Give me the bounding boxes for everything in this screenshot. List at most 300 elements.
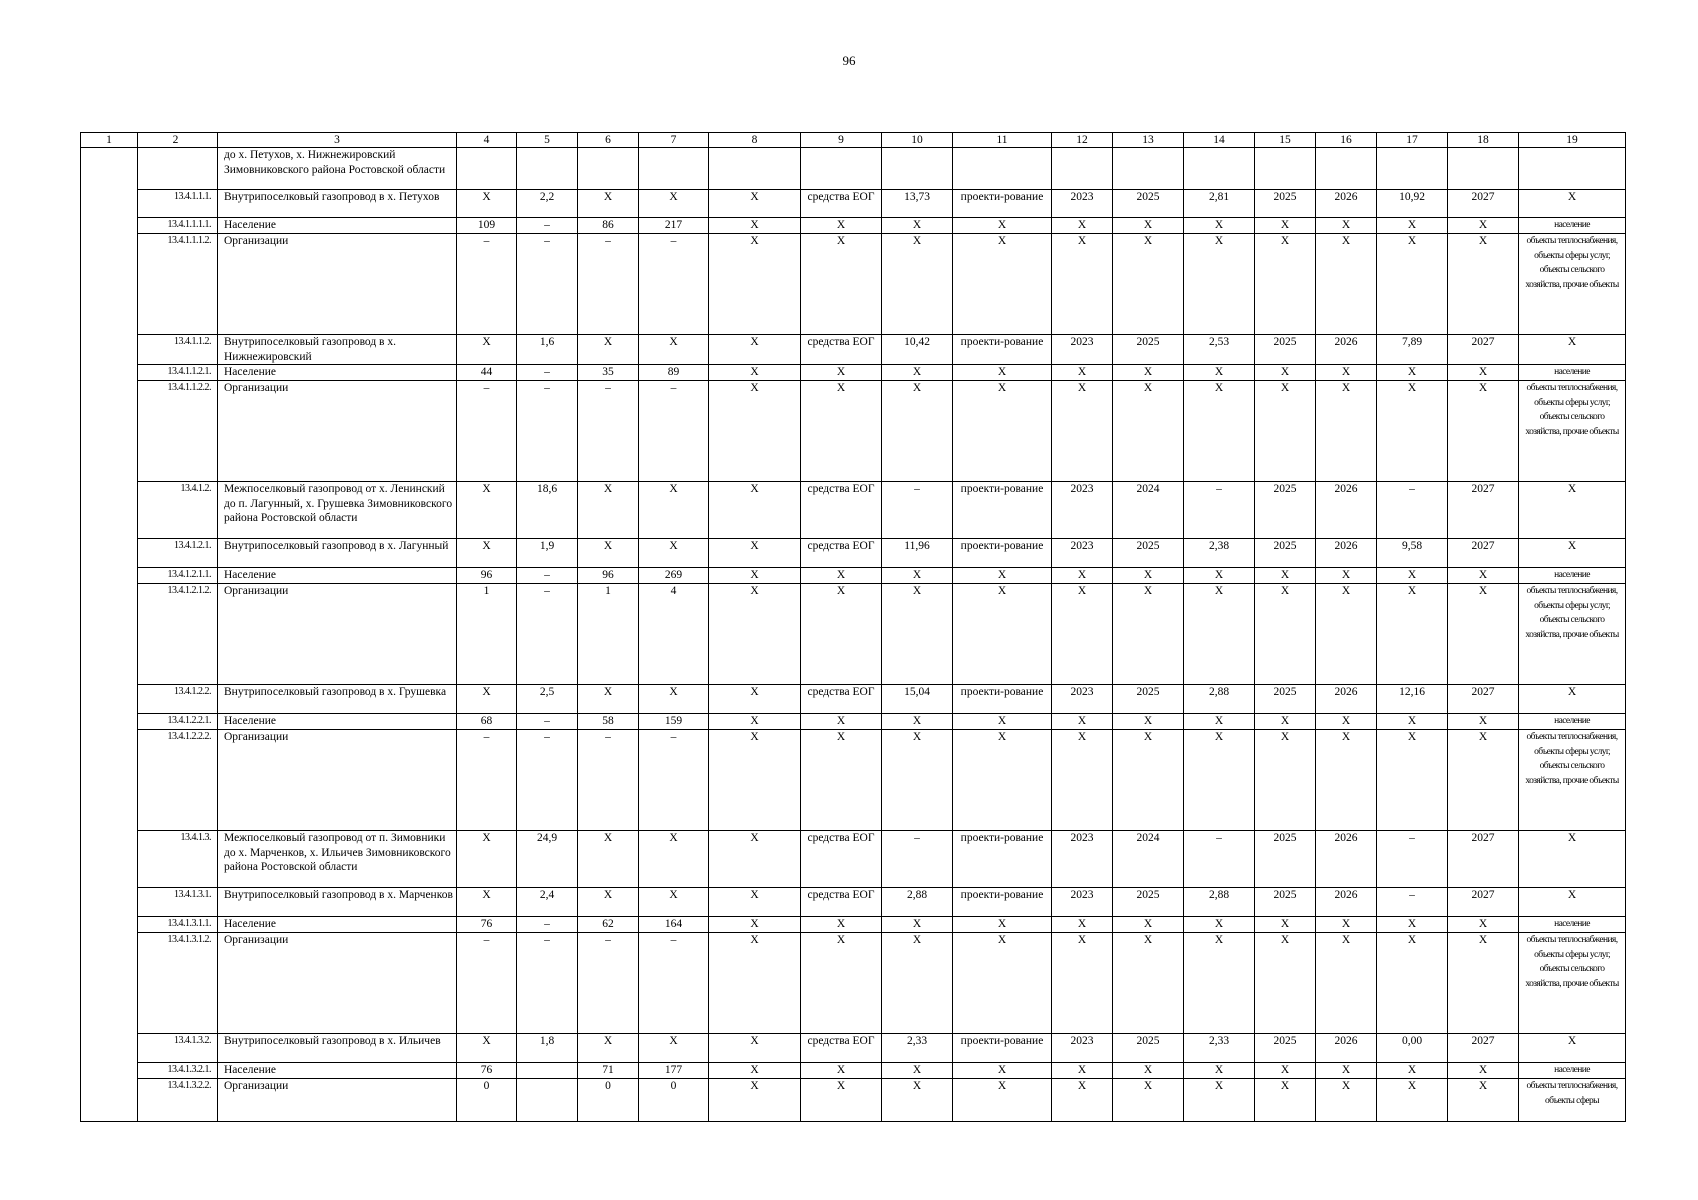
cell-col-10: Х bbox=[882, 365, 953, 381]
cell-col-10: 13,73 bbox=[882, 190, 953, 218]
cell-col-16: Х bbox=[1316, 218, 1377, 234]
cell-col-16: Х bbox=[1316, 933, 1377, 1034]
cell-col-14: – bbox=[1184, 482, 1255, 539]
cell-col-14: Х bbox=[1184, 1063, 1255, 1079]
cell-col-5: 2,5 bbox=[517, 685, 578, 714]
cell-col-6: Х bbox=[578, 190, 639, 218]
row-name: Внутрипоселковый газопровод в х. Петухов bbox=[218, 190, 457, 218]
cell-col-4: Х bbox=[457, 335, 517, 365]
cell-col-4: 1 bbox=[457, 584, 517, 685]
cell-col-11: проекти-рование bbox=[953, 888, 1052, 917]
cell-col-10: 2,33 bbox=[882, 1034, 953, 1063]
table-row bbox=[81, 218, 1626, 234]
cell-col-10: Х bbox=[882, 381, 953, 482]
column-header-8: 8 bbox=[709, 133, 801, 148]
cell-col-8: Х bbox=[709, 335, 801, 365]
cell-col-10: Х bbox=[882, 584, 953, 685]
row-code: 13.4.1.3.1.1. bbox=[138, 917, 218, 933]
cell-col-17: Х bbox=[1377, 714, 1448, 730]
cell-col-6: Х bbox=[578, 831, 639, 888]
cell-col-8: Х bbox=[709, 218, 801, 234]
cell-col-16: Х bbox=[1316, 381, 1377, 482]
cell-col-8: Х bbox=[709, 234, 801, 335]
cell-col-6: 0 bbox=[578, 1079, 639, 1122]
cell-col-16: Х bbox=[1316, 730, 1377, 831]
cell-col-16: Х bbox=[1316, 1063, 1377, 1079]
cell-col-19: Х bbox=[1519, 539, 1626, 568]
cell-col-13 bbox=[1113, 148, 1184, 190]
cell-col-18 bbox=[1448, 148, 1519, 190]
cell-col-9: Х bbox=[801, 1063, 882, 1079]
cell-col-5: – bbox=[517, 933, 578, 1034]
column-header-19: 19 bbox=[1519, 133, 1626, 148]
cell-col-8: Х bbox=[709, 1034, 801, 1063]
cell-col-7: – bbox=[639, 730, 709, 831]
column-header-6: 6 bbox=[578, 133, 639, 148]
cell-col-9: средства ЕОГ bbox=[801, 539, 882, 568]
cell-col-11: Х bbox=[953, 1079, 1052, 1122]
cell-col-6: 96 bbox=[578, 568, 639, 584]
cell-col-15: Х bbox=[1255, 365, 1316, 381]
cell-col-15: Х bbox=[1255, 714, 1316, 730]
row-name: Население bbox=[218, 568, 457, 584]
cell-col-11: проекти-рование bbox=[953, 190, 1052, 218]
cell-col-4: 76 bbox=[457, 917, 517, 933]
cell-col-6: Х bbox=[578, 685, 639, 714]
cell-col-11: Х bbox=[953, 218, 1052, 234]
cell-col-14: Х bbox=[1184, 730, 1255, 831]
cell-col-14: Х bbox=[1184, 714, 1255, 730]
cell-col-18: Х bbox=[1448, 730, 1519, 831]
row-name: Внутрипоселковый газопровод в х. Ильичев bbox=[218, 1034, 457, 1063]
row-name: Население bbox=[218, 917, 457, 933]
cell-col-7: Х bbox=[639, 190, 709, 218]
cell-col-16: Х bbox=[1316, 365, 1377, 381]
cell-col-19: Х bbox=[1519, 335, 1626, 365]
cell-col-11: проекти-рование bbox=[953, 482, 1052, 539]
row-code: 13.4.1.3.2.1. bbox=[138, 1063, 218, 1079]
cell-col-18: Х bbox=[1448, 584, 1519, 685]
cell-col-8: Х bbox=[709, 190, 801, 218]
cell-col-16: Х bbox=[1316, 917, 1377, 933]
column-1-cell bbox=[81, 148, 138, 1122]
cell-col-12 bbox=[1052, 148, 1113, 190]
cell-col-19: население bbox=[1519, 365, 1626, 381]
cell-col-8: Х bbox=[709, 482, 801, 539]
cell-col-9: Х bbox=[801, 917, 882, 933]
cell-col-11: проекти-рование bbox=[953, 335, 1052, 365]
table-row bbox=[81, 1034, 1626, 1063]
cell-col-6: – bbox=[578, 381, 639, 482]
cell-col-9 bbox=[801, 148, 882, 190]
cell-col-13: Х bbox=[1113, 584, 1184, 685]
table-row bbox=[81, 917, 1626, 933]
cell-col-4: – bbox=[457, 933, 517, 1034]
cell-col-17: 10,92 bbox=[1377, 190, 1448, 218]
cell-col-10: Х bbox=[882, 1063, 953, 1079]
cell-col-10: – bbox=[882, 482, 953, 539]
cell-col-9: Х bbox=[801, 381, 882, 482]
row-code: 13.4.1.3. bbox=[138, 831, 218, 888]
cell-col-17: 9,58 bbox=[1377, 539, 1448, 568]
cell-col-8: Х bbox=[709, 831, 801, 888]
cell-col-15: 2025 bbox=[1255, 685, 1316, 714]
cell-col-15: 2025 bbox=[1255, 888, 1316, 917]
cell-col-14: 2,33 bbox=[1184, 1034, 1255, 1063]
cell-col-9: средства ЕОГ bbox=[801, 888, 882, 917]
cell-col-19: объекты теплоснабжения, объекты сферы услуг, объекты сельского хозяйства, прочие объекты bbox=[1519, 234, 1626, 335]
table-row bbox=[81, 568, 1626, 584]
cell-col-10: Х bbox=[882, 730, 953, 831]
cell-col-9: средства ЕОГ bbox=[801, 190, 882, 218]
cell-col-15: Х bbox=[1255, 584, 1316, 685]
cell-col-13: 2025 bbox=[1113, 539, 1184, 568]
column-header-16: 16 bbox=[1316, 133, 1377, 148]
row-code: 13.4.1.2.2.1. bbox=[138, 714, 218, 730]
cell-col-10: – bbox=[882, 831, 953, 888]
cell-col-19 bbox=[1519, 148, 1626, 190]
cell-col-7 bbox=[639, 148, 709, 190]
cell-col-12: 2023 bbox=[1052, 190, 1113, 218]
column-header-7: 7 bbox=[639, 133, 709, 148]
cell-col-8: Х bbox=[709, 917, 801, 933]
cell-col-6: – bbox=[578, 933, 639, 1034]
cell-col-5: 1,9 bbox=[517, 539, 578, 568]
cell-col-6 bbox=[578, 148, 639, 190]
cell-col-14: Х bbox=[1184, 568, 1255, 584]
cell-col-10: Х bbox=[882, 933, 953, 1034]
table-row bbox=[81, 365, 1626, 381]
cell-col-19: Х bbox=[1519, 831, 1626, 888]
cell-col-7: 0 bbox=[639, 1079, 709, 1122]
cell-col-5: – bbox=[517, 365, 578, 381]
cell-col-12: 2023 bbox=[1052, 539, 1113, 568]
cell-col-9: Х bbox=[801, 730, 882, 831]
cell-col-18: Х bbox=[1448, 714, 1519, 730]
cell-col-12: 2023 bbox=[1052, 685, 1113, 714]
cell-col-19: население bbox=[1519, 1063, 1626, 1079]
cell-col-7: Х bbox=[639, 335, 709, 365]
cell-col-17: Х bbox=[1377, 381, 1448, 482]
cell-col-9: Х bbox=[801, 365, 882, 381]
cell-col-7: 164 bbox=[639, 917, 709, 933]
cell-col-9: средства ЕОГ bbox=[801, 685, 882, 714]
cell-col-5: 2,4 bbox=[517, 888, 578, 917]
column-header-17: 17 bbox=[1377, 133, 1448, 148]
cell-col-4: Х bbox=[457, 685, 517, 714]
cell-col-12: Х bbox=[1052, 365, 1113, 381]
cell-col-19: население bbox=[1519, 218, 1626, 234]
cell-col-10: 11,96 bbox=[882, 539, 953, 568]
cell-col-14: Х bbox=[1184, 218, 1255, 234]
cell-col-5: – bbox=[517, 584, 578, 685]
cell-col-17: – bbox=[1377, 888, 1448, 917]
row-code: 13.4.1.1.2.1. bbox=[138, 365, 218, 381]
cell-col-18: Х bbox=[1448, 234, 1519, 335]
cell-col-12: Х bbox=[1052, 933, 1113, 1034]
cell-col-13: 2025 bbox=[1113, 1034, 1184, 1063]
data-table bbox=[80, 132, 1626, 1122]
row-code: 13.4.1.3.1. bbox=[138, 888, 218, 917]
cell-col-5: 1,8 bbox=[517, 1034, 578, 1063]
cell-col-7: 177 bbox=[639, 1063, 709, 1079]
cell-col-11: Х bbox=[953, 381, 1052, 482]
column-header-5: 5 bbox=[517, 133, 578, 148]
cell-col-16: 2026 bbox=[1316, 539, 1377, 568]
cell-col-10: Х bbox=[882, 714, 953, 730]
cell-col-5: – bbox=[517, 568, 578, 584]
cell-col-18: Х bbox=[1448, 917, 1519, 933]
row-name: Межпоселковый газопровод от п. Зимовники до х. Марченков, х. Ильичев Зимовниковского района Ростовской области bbox=[218, 831, 457, 888]
cell-col-8: Х bbox=[709, 888, 801, 917]
cell-col-19: объекты теплоснабжения, объекты сферы услуг, объекты сельского хозяйства, прочие объекты bbox=[1519, 933, 1626, 1034]
row-code: 13.4.1.2.1.2. bbox=[138, 584, 218, 685]
cell-col-9: Х bbox=[801, 218, 882, 234]
row-name: Внутрипоселковый газопровод в х. Нижнежировский bbox=[218, 335, 457, 365]
cell-col-6: Х bbox=[578, 1034, 639, 1063]
cell-col-18: 2027 bbox=[1448, 539, 1519, 568]
cell-col-18: 2027 bbox=[1448, 482, 1519, 539]
cell-col-4: 76 bbox=[457, 1063, 517, 1079]
cell-col-14: Х bbox=[1184, 365, 1255, 381]
cell-col-6: 1 bbox=[578, 584, 639, 685]
row-name: Организации bbox=[218, 584, 457, 685]
cell-col-7: 4 bbox=[639, 584, 709, 685]
cell-col-18: Х bbox=[1448, 218, 1519, 234]
cell-col-4: 109 bbox=[457, 218, 517, 234]
cell-col-16: 2026 bbox=[1316, 190, 1377, 218]
cell-col-11: Х bbox=[953, 1063, 1052, 1079]
cell-col-6: Х bbox=[578, 335, 639, 365]
cell-col-11: Х bbox=[953, 365, 1052, 381]
row-code: 13.4.1.2.2.2. bbox=[138, 730, 218, 831]
table-row bbox=[81, 685, 1626, 714]
cell-col-14: 2,38 bbox=[1184, 539, 1255, 568]
cell-col-12: Х bbox=[1052, 1079, 1113, 1122]
row-name: Организации bbox=[218, 933, 457, 1034]
cell-col-19: Х bbox=[1519, 190, 1626, 218]
cell-col-13: 2025 bbox=[1113, 335, 1184, 365]
cell-col-4: 68 bbox=[457, 714, 517, 730]
cell-col-12: 2023 bbox=[1052, 831, 1113, 888]
table-row bbox=[81, 190, 1626, 218]
cell-col-11: проекти-рование bbox=[953, 685, 1052, 714]
cell-col-18: 2027 bbox=[1448, 335, 1519, 365]
cell-col-9: Х bbox=[801, 1079, 882, 1122]
cell-col-17: Х bbox=[1377, 1079, 1448, 1122]
cell-col-10: 15,04 bbox=[882, 685, 953, 714]
cell-col-13: 2025 bbox=[1113, 888, 1184, 917]
cell-col-5: – bbox=[517, 730, 578, 831]
cell-col-12: Х bbox=[1052, 730, 1113, 831]
cell-col-15: Х bbox=[1255, 1079, 1316, 1122]
cell-col-18: 2027 bbox=[1448, 685, 1519, 714]
cell-col-5 bbox=[517, 1079, 578, 1122]
cell-col-6: – bbox=[578, 234, 639, 335]
cell-col-12: 2023 bbox=[1052, 335, 1113, 365]
column-header-9: 9 bbox=[801, 133, 882, 148]
cell-col-15: Х bbox=[1255, 1063, 1316, 1079]
cell-col-6: 58 bbox=[578, 714, 639, 730]
cell-col-15: 2025 bbox=[1255, 190, 1316, 218]
cell-col-17: – bbox=[1377, 831, 1448, 888]
cell-col-15: 2025 bbox=[1255, 539, 1316, 568]
cell-col-6: Х bbox=[578, 539, 639, 568]
cell-col-16: Х bbox=[1316, 568, 1377, 584]
cell-col-4: Х bbox=[457, 888, 517, 917]
cell-col-14: 2,81 bbox=[1184, 190, 1255, 218]
row-name: Организации bbox=[218, 1079, 457, 1122]
cell-col-6: 71 bbox=[578, 1063, 639, 1079]
cell-col-17: Х bbox=[1377, 234, 1448, 335]
cell-col-15: 2025 bbox=[1255, 1034, 1316, 1063]
cell-col-5: – bbox=[517, 381, 578, 482]
table-row bbox=[81, 335, 1626, 365]
cell-col-14: Х bbox=[1184, 584, 1255, 685]
header-row bbox=[81, 133, 1626, 148]
cell-col-7: – bbox=[639, 381, 709, 482]
cell-col-19: Х bbox=[1519, 1034, 1626, 1063]
cell-col-14: – bbox=[1184, 831, 1255, 888]
cell-col-16: 2026 bbox=[1316, 888, 1377, 917]
cell-col-13: Х bbox=[1113, 1063, 1184, 1079]
cell-col-9: средства ЕОГ bbox=[801, 335, 882, 365]
cell-col-15: Х bbox=[1255, 917, 1316, 933]
cell-col-4: – bbox=[457, 234, 517, 335]
cell-col-4: – bbox=[457, 730, 517, 831]
cell-col-18: 2027 bbox=[1448, 888, 1519, 917]
cell-col-10: Х bbox=[882, 234, 953, 335]
cell-col-14: Х bbox=[1184, 933, 1255, 1034]
cell-col-13: 2025 bbox=[1113, 685, 1184, 714]
cell-col-19: объекты теплоснабжения, объекты сферы услуг, объекты сельского хозяйства, прочие объекты bbox=[1519, 584, 1626, 685]
cell-col-12: 2023 bbox=[1052, 1034, 1113, 1063]
cell-col-5: – bbox=[517, 234, 578, 335]
cell-col-12: Х bbox=[1052, 218, 1113, 234]
cell-col-4 bbox=[457, 148, 517, 190]
cell-col-8: Х bbox=[709, 539, 801, 568]
cell-col-9: средства ЕОГ bbox=[801, 482, 882, 539]
row-name: Население bbox=[218, 365, 457, 381]
cell-col-18: 2027 bbox=[1448, 1034, 1519, 1063]
cell-col-12: Х bbox=[1052, 584, 1113, 685]
cell-col-16: Х bbox=[1316, 234, 1377, 335]
cell-col-11 bbox=[953, 148, 1052, 190]
cell-col-15: Х bbox=[1255, 381, 1316, 482]
cell-col-19: объекты теплоснабжения, объекты сферы bbox=[1519, 1079, 1626, 1122]
row-code: 13.4.1.3.2.2. bbox=[138, 1079, 218, 1122]
cell-col-13: Х bbox=[1113, 365, 1184, 381]
cell-col-19: население bbox=[1519, 568, 1626, 584]
cell-col-4: 44 bbox=[457, 365, 517, 381]
cell-col-12: Х bbox=[1052, 917, 1113, 933]
cell-col-16: Х bbox=[1316, 584, 1377, 685]
cell-col-17: 12,16 bbox=[1377, 685, 1448, 714]
cell-col-17: Х bbox=[1377, 933, 1448, 1034]
cell-col-5: 18,6 bbox=[517, 482, 578, 539]
row-name: Внутрипоселковый газопровод в х. Грушевка bbox=[218, 685, 457, 714]
cell-col-13: Х bbox=[1113, 714, 1184, 730]
cell-col-19: Х bbox=[1519, 888, 1626, 917]
cell-col-5: 24,9 bbox=[517, 831, 578, 888]
cell-col-10: Х bbox=[882, 218, 953, 234]
page-number: 96 bbox=[842, 53, 856, 68]
cell-col-15: Х bbox=[1255, 730, 1316, 831]
cell-col-10: Х bbox=[882, 1079, 953, 1122]
cell-col-13: 2024 bbox=[1113, 482, 1184, 539]
cell-col-9: Х bbox=[801, 584, 882, 685]
cell-col-11: Х bbox=[953, 584, 1052, 685]
cell-col-11: Х bbox=[953, 234, 1052, 335]
column-header-12: 12 bbox=[1052, 133, 1113, 148]
cell-col-14 bbox=[1184, 148, 1255, 190]
cell-col-17: Х bbox=[1377, 584, 1448, 685]
column-header-13: 13 bbox=[1113, 133, 1184, 148]
cell-col-18: Х bbox=[1448, 365, 1519, 381]
cell-col-11: Х bbox=[953, 933, 1052, 1034]
cell-col-14: Х bbox=[1184, 917, 1255, 933]
cell-col-13: Х bbox=[1113, 218, 1184, 234]
row-code: 13.4.1.1.1.2. bbox=[138, 234, 218, 335]
cell-col-19: объекты теплоснабжения, объекты сферы услуг, объекты сельского хозяйства, прочие объекты bbox=[1519, 381, 1626, 482]
table-row bbox=[81, 1063, 1626, 1079]
cell-col-10: Х bbox=[882, 917, 953, 933]
cell-col-7: Х bbox=[639, 888, 709, 917]
cell-col-13: 2024 bbox=[1113, 831, 1184, 888]
cell-col-6: 62 bbox=[578, 917, 639, 933]
column-header-15: 15 bbox=[1255, 133, 1316, 148]
cell-col-6: – bbox=[578, 730, 639, 831]
cell-col-4: – bbox=[457, 381, 517, 482]
column-header-18: 18 bbox=[1448, 133, 1519, 148]
cell-col-13: Х bbox=[1113, 568, 1184, 584]
table-row bbox=[81, 539, 1626, 568]
table-row bbox=[81, 714, 1626, 730]
cell-col-11: Х bbox=[953, 714, 1052, 730]
cell-col-15: 2025 bbox=[1255, 831, 1316, 888]
cell-col-19: население bbox=[1519, 917, 1626, 933]
cell-col-7: Х bbox=[639, 1034, 709, 1063]
cell-col-11: Х bbox=[953, 917, 1052, 933]
row-name: Население bbox=[218, 1063, 457, 1079]
cell-col-15: Х bbox=[1255, 568, 1316, 584]
cell-col-8: Х bbox=[709, 568, 801, 584]
cell-col-5 bbox=[517, 1063, 578, 1079]
cell-col-6: Х bbox=[578, 482, 639, 539]
cell-col-17: Х bbox=[1377, 917, 1448, 933]
cell-col-15: Х bbox=[1255, 218, 1316, 234]
cell-col-18: Х bbox=[1448, 933, 1519, 1034]
cell-col-17: Х bbox=[1377, 365, 1448, 381]
cell-col-18: Х bbox=[1448, 1063, 1519, 1079]
cell-col-16: 2026 bbox=[1316, 482, 1377, 539]
column-header-1: 1 bbox=[81, 133, 138, 148]
cell-col-17: 7,89 bbox=[1377, 335, 1448, 365]
cell-col-5: – bbox=[517, 714, 578, 730]
cell-col-4: Х bbox=[457, 482, 517, 539]
row-code: 13.4.1.2.1. bbox=[138, 539, 218, 568]
row-code: 13.4.1.1.2.2. bbox=[138, 381, 218, 482]
cell-col-15: Х bbox=[1255, 933, 1316, 1034]
table-row bbox=[81, 482, 1626, 539]
cell-col-5: – bbox=[517, 917, 578, 933]
cell-col-12: Х bbox=[1052, 381, 1113, 482]
cell-col-8: Х bbox=[709, 1063, 801, 1079]
column-header-14: 14 bbox=[1184, 133, 1255, 148]
cell-col-10: 10,42 bbox=[882, 335, 953, 365]
cell-col-13: Х bbox=[1113, 933, 1184, 1034]
cell-col-14: 2,53 bbox=[1184, 335, 1255, 365]
